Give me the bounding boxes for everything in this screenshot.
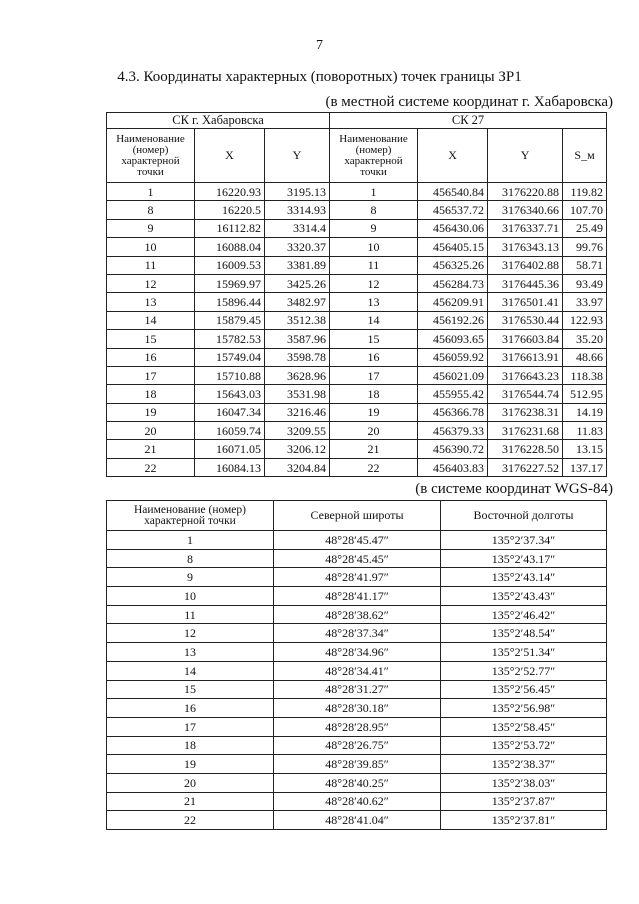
cell-point-name-right: 14 [330,311,418,329]
cell-y-left: 3209.55 [265,422,330,440]
col-header-point-name: Наименование (номер) характерной точки [107,501,274,531]
cell-point-name: 16 [107,699,274,718]
col-header-latitude: Северной широты [274,501,441,531]
cell-y-left: 3512.38 [265,311,330,329]
cell-y-left: 3598.78 [265,348,330,366]
cell-point-name-right: 1 [330,183,418,201]
cell-y-left: 3195.13 [265,183,330,201]
col-header-y-right: Y [488,129,563,183]
table-row [107,773,607,792]
group-header-khabarovsk: СК г. Хабаровска [107,113,330,129]
cell-latitude: 48°28′45.47″ [274,531,441,550]
cell-s-value: 11.83 [563,422,607,440]
cell-x-left: 15643.03 [195,385,265,403]
cell-latitude: 48°28′41.04″ [274,811,441,830]
cell-longitude: 135°2′43.14″ [441,568,607,587]
section-title: 4.3. Координаты характерных (поворотных) точек границы ЗР1 [117,69,522,85]
cell-point-name-right: 12 [330,274,418,292]
col-header-s: S_м [563,129,607,183]
col-header-x-right: X [418,129,488,183]
cell-x-right: 456366.78 [418,403,488,421]
table-row [107,403,607,421]
cell-y-right: 3176228.50 [488,440,563,458]
cell-x-left: 15710.88 [195,366,265,384]
cell-x-left: 15749.04 [195,348,265,366]
cell-s-value: 119.82 [563,183,607,201]
cell-latitude: 48°28′39.85″ [274,755,441,774]
cell-point-name: 22 [107,811,274,830]
cell-s-value: 48.66 [563,348,607,366]
cell-x-right: 456192.26 [418,311,488,329]
cell-point-name-right: 8 [330,201,418,219]
cell-longitude: 135°2′52.77″ [441,661,607,680]
cell-longitude: 135°2′53.72″ [441,736,607,755]
cell-x-right: 456540.84 [418,183,488,201]
table-row [107,736,607,755]
cell-point-name: 10 [107,587,274,606]
cell-latitude: 48°28′41.17″ [274,587,441,606]
cell-y-right: 3176337.71 [488,219,563,237]
cell-point-name: 9 [107,568,274,587]
cell-point-name: 8 [107,549,274,568]
cell-point-name-right: 18 [330,385,418,403]
cell-point-name-left: 10 [107,238,195,256]
table-row [107,330,607,348]
cell-latitude: 48°28′37.34″ [274,624,441,643]
table2-caption: (в системе координат WGS-84) [415,481,613,497]
cell-point-name-left: 12 [107,274,195,292]
cell-x-left: 15896.44 [195,293,265,311]
table-row [107,458,607,476]
cell-longitude: 135°2′38.03″ [441,773,607,792]
cell-point-name-left: 14 [107,311,195,329]
cell-x-right: 456379.33 [418,422,488,440]
table-row [107,605,607,624]
cell-s-value: 13.15 [563,440,607,458]
cell-x-left: 16220.5 [195,201,265,219]
cell-x-right: 456093.65 [418,330,488,348]
cell-s-value: 33.97 [563,293,607,311]
cell-point-name-right: 16 [330,348,418,366]
cell-y-right: 3176402.88 [488,256,563,274]
cell-y-left: 3320.37 [265,238,330,256]
cell-point-name-right: 21 [330,440,418,458]
cell-s-value: 58.71 [563,256,607,274]
cell-y-right: 3176445.36 [488,274,563,292]
cell-point-name-left: 22 [107,458,195,476]
table-row [107,755,607,774]
cell-point-name-left: 8 [107,201,195,219]
cell-y-left: 3381.89 [265,256,330,274]
table-row [107,274,607,292]
table-row [107,699,607,718]
cell-x-left: 16071.05 [195,440,265,458]
cell-s-value: 137.17 [563,458,607,476]
table-row [107,549,607,568]
cell-point-name: 19 [107,755,274,774]
cell-x-right: 456403.83 [418,458,488,476]
cell-x-left: 15879.45 [195,311,265,329]
cell-latitude: 48°28′38.62″ [274,605,441,624]
cell-s-value: 107.70 [563,201,607,219]
group-header-sk27: СК 27 [330,113,607,129]
cell-y-left: 3531.98 [265,385,330,403]
local-coordinates-table [106,112,607,477]
cell-latitude: 48°28′40.62″ [274,792,441,811]
cell-point-name-left: 18 [107,385,195,403]
cell-x-right: 456390.72 [418,440,488,458]
table-row [107,624,607,643]
col-header-point-name-left: Наименование (номер) характерной точки [107,129,195,183]
cell-y-right: 3176340.66 [488,201,563,219]
cell-point-name: 18 [107,736,274,755]
cell-latitude: 48°28′41.97″ [274,568,441,587]
table-row [107,366,607,384]
table-row [107,643,607,662]
cell-y-left: 3587.96 [265,330,330,348]
page-number: 7 [316,38,323,53]
cell-latitude: 48°28′30.18″ [274,699,441,718]
cell-y-right: 3176227.52 [488,458,563,476]
cell-longitude: 135°2′37.87″ [441,792,607,811]
cell-point-name: 11 [107,605,274,624]
cell-x-right: 456325.26 [418,256,488,274]
cell-longitude: 135°2′51.34″ [441,643,607,662]
cell-s-value: 122.93 [563,311,607,329]
wgs84-coordinates-table [106,500,607,830]
table-row [107,256,607,274]
cell-latitude: 48°28′40.25″ [274,773,441,792]
cell-latitude: 48°28′31.27″ [274,680,441,699]
cell-point-name-left: 9 [107,219,195,237]
cell-latitude: 48°28′34.96″ [274,643,441,662]
cell-longitude: 135°2′46.42″ [441,605,607,624]
cell-y-right: 3176544.74 [488,385,563,403]
cell-x-left: 16112.82 [195,219,265,237]
cell-x-right: 455955.42 [418,385,488,403]
col-header-longitude: Восточной долготы [441,501,607,531]
cell-x-right: 456405.15 [418,238,488,256]
cell-point-name-right: 20 [330,422,418,440]
cell-x-right: 456430.06 [418,219,488,237]
table-row [107,440,607,458]
table-row [107,661,607,680]
cell-longitude: 135°2′37.81″ [441,811,607,830]
cell-point-name-left: 15 [107,330,195,348]
cell-point-name-left: 19 [107,403,195,421]
cell-s-value: 25.49 [563,219,607,237]
cell-y-right: 3176231.68 [488,422,563,440]
cell-x-right: 456021.09 [418,366,488,384]
cell-point-name: 21 [107,792,274,811]
cell-point-name: 13 [107,643,274,662]
cell-y-right: 3176501.41 [488,293,563,311]
table-row [107,587,607,606]
cell-longitude: 135°2′43.43″ [441,587,607,606]
cell-x-left: 16088.04 [195,238,265,256]
cell-y-right: 3176603.84 [488,330,563,348]
cell-y-left: 3206.12 [265,440,330,458]
cell-y-right: 3176643.23 [488,366,563,384]
cell-point-name-left: 11 [107,256,195,274]
cell-point-name-left: 1 [107,183,195,201]
cell-point-name-right: 10 [330,238,418,256]
cell-latitude: 48°28′45.45″ [274,549,441,568]
cell-x-left: 15969.97 [195,274,265,292]
col-header-point-name-right: Наименование (номер) характерной точки [330,129,418,183]
cell-point-name-right: 11 [330,256,418,274]
table-row [107,183,607,201]
cell-y-right: 3176613.91 [488,348,563,366]
table-row [107,811,607,830]
cell-x-left: 16059.74 [195,422,265,440]
cell-y-left: 3425.26 [265,274,330,292]
cell-s-value: 118.38 [563,366,607,384]
cell-point-name-right: 13 [330,293,418,311]
cell-latitude: 48°28′26.75″ [274,736,441,755]
cell-s-value: 14.19 [563,403,607,421]
cell-point-name-left: 20 [107,422,195,440]
cell-latitude: 48°28′28.95″ [274,717,441,736]
table1-caption: (в местной системе координат г. Хабаровска) [325,94,613,110]
cell-point-name: 20 [107,773,274,792]
cell-longitude: 135°2′56.98″ [441,699,607,718]
cell-s-value: 93.49 [563,274,607,292]
cell-x-right: 456537.72 [418,201,488,219]
cell-y-left: 3204.84 [265,458,330,476]
cell-y-left: 3482.97 [265,293,330,311]
cell-s-value: 35.20 [563,330,607,348]
cell-y-right: 3176530.44 [488,311,563,329]
cell-point-name: 1 [107,531,274,550]
cell-point-name-right: 9 [330,219,418,237]
cell-y-right: 3176238.31 [488,403,563,421]
table-row [107,238,607,256]
cell-point-name-right: 22 [330,458,418,476]
cell-x-right: 456059.92 [418,348,488,366]
table-row [107,568,607,587]
table-row [107,385,607,403]
cell-longitude: 135°2′38.37″ [441,755,607,774]
table-row [107,717,607,736]
table-row [107,348,607,366]
cell-point-name: 12 [107,624,274,643]
cell-point-name-right: 15 [330,330,418,348]
cell-y-right: 3176343.13 [488,238,563,256]
cell-point-name-left: 16 [107,348,195,366]
table-row [107,311,607,329]
cell-x-right: 456209.91 [418,293,488,311]
cell-s-value: 512.95 [563,385,607,403]
table-row [107,422,607,440]
cell-latitude: 48°28′34.41″ [274,661,441,680]
cell-y-left: 3314.4 [265,219,330,237]
cell-point-name-left: 13 [107,293,195,311]
cell-point-name: 14 [107,661,274,680]
cell-x-left: 16084.13 [195,458,265,476]
cell-y-left: 3216.46 [265,403,330,421]
cell-y-right: 3176220.88 [488,183,563,201]
cell-x-left: 16047.34 [195,403,265,421]
cell-s-value: 99.76 [563,238,607,256]
cell-longitude: 135°2′58.45″ [441,717,607,736]
col-header-x-left: X [195,129,265,183]
cell-x-left: 16009.53 [195,256,265,274]
cell-point-name: 17 [107,717,274,736]
table-row [107,219,607,237]
cell-point-name-right: 17 [330,366,418,384]
cell-x-right: 456284.73 [418,274,488,292]
col-header-y-left: Y [265,129,330,183]
cell-x-left: 15782.53 [195,330,265,348]
table-row [107,201,607,219]
cell-y-left: 3314.93 [265,201,330,219]
table-row [107,531,607,550]
table-row [107,680,607,699]
cell-longitude: 135°2′37.34″ [441,531,607,550]
table-row [107,792,607,811]
cell-longitude: 135°2′56.45″ [441,680,607,699]
cell-point-name-right: 19 [330,403,418,421]
cell-point-name: 15 [107,680,274,699]
cell-x-left: 16220.93 [195,183,265,201]
cell-longitude: 135°2′48.54″ [441,624,607,643]
table-row [107,293,607,311]
cell-point-name-left: 17 [107,366,195,384]
cell-longitude: 135°2′43.17″ [441,549,607,568]
cell-y-left: 3628.96 [265,366,330,384]
cell-point-name-left: 21 [107,440,195,458]
